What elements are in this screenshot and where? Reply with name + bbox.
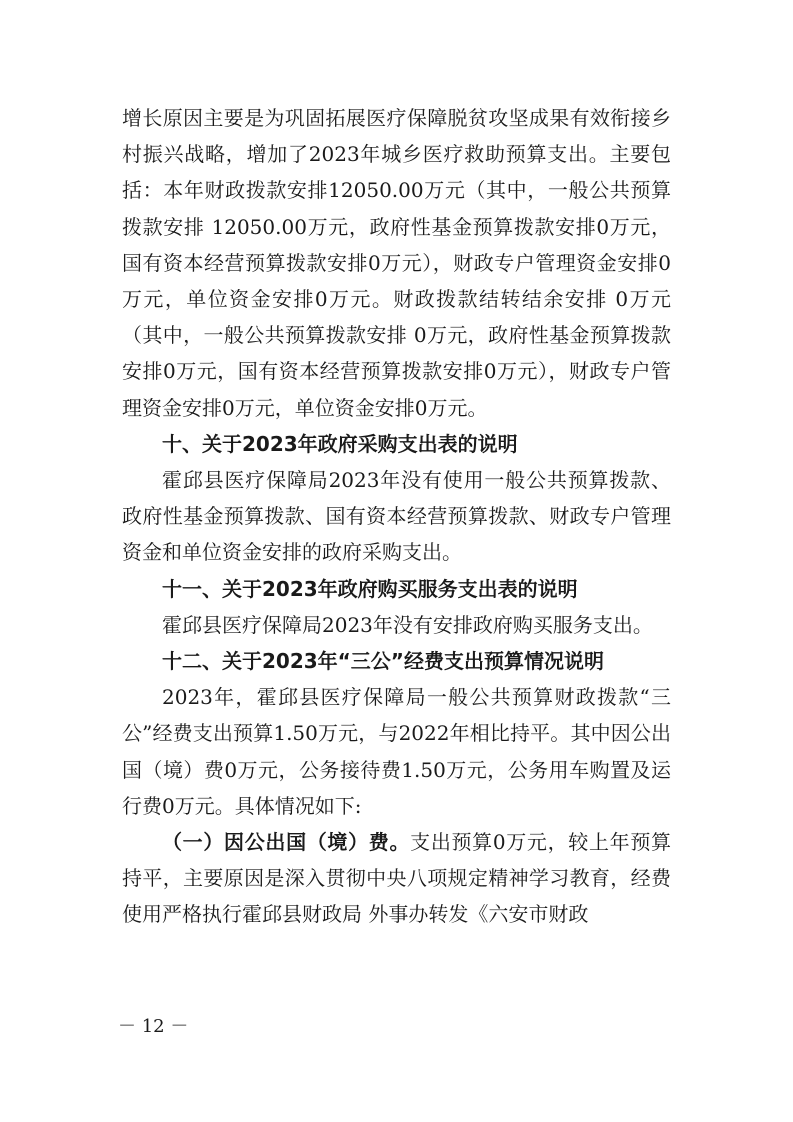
overseas-travel-lead: （一）因公出国（境）费。 xyxy=(162,830,411,855)
paragraph-budget-detail: 增长原因主要是为巩固拓展医疗保障脱贫攻坚成果有效衔接乡村振兴战略，增加了2023年城乡医疗救助预算支出。主要包括：本年财政拨款安排12050.00万元（其中，一般公共预算拨款安排 12050.00万元，政府性基金预算拨款安排0万元，国有资本经营预算拨款安排0万元），财政专户管理资金安排0万元，单位资金安排0万元。财政拨款结转结余安排 0万元（其中，一般公共预算拨款安排 0万元，政府性基金预算拨款安排0万元，国有资本经营预算拨款安排0万元），财政专户管理资金安排0万元，单位资金安排0万元。 xyxy=(122,106,671,420)
heading-purchase-services: 十一、关于2023年政府购买服务支出表的说明 xyxy=(162,576,578,601)
page-number: － 12 － xyxy=(118,1016,189,1037)
paragraph-government-procurement: 霍邱县医疗保障局2023年没有使用一般公共预算拨款、政府性基金预算拨款、国有资本经营预算拨款、财政专户管理资金和单位资金安排的政府采购支出。 xyxy=(122,468,671,565)
paragraph-purchase-services: 霍邱县医疗保障局2023年没有安排政府购买服务支出。 xyxy=(162,612,653,637)
paragraph-overseas-travel xyxy=(122,824,671,933)
heading-government-procurement: 十、关于2023年政府采购支出表的说明 xyxy=(162,431,518,456)
heading-three-public-expenses: 十二、关于2023年“三公”经费支出预算情况说明 xyxy=(162,649,604,674)
paragraph-three-public-expenses: 2023年，霍邱县医疗保障局一般公共预算财政拨款“三公”经费支出预算1.50万元，与2022年相比持平。其中因公出国（境）费0万元，公务接待费1.50万元，公务用车购置及运行费0万元。具体情况如下: xyxy=(122,685,671,818)
body-text xyxy=(122,100,671,933)
overseas-travel-text: 支出预算0万元，较上年预算持平，主要原因是深入贯彻中央八项规定精神学习教育，经费使用严格执行霍邱县财政局 外事办转发《六安市财政 xyxy=(122,830,671,927)
